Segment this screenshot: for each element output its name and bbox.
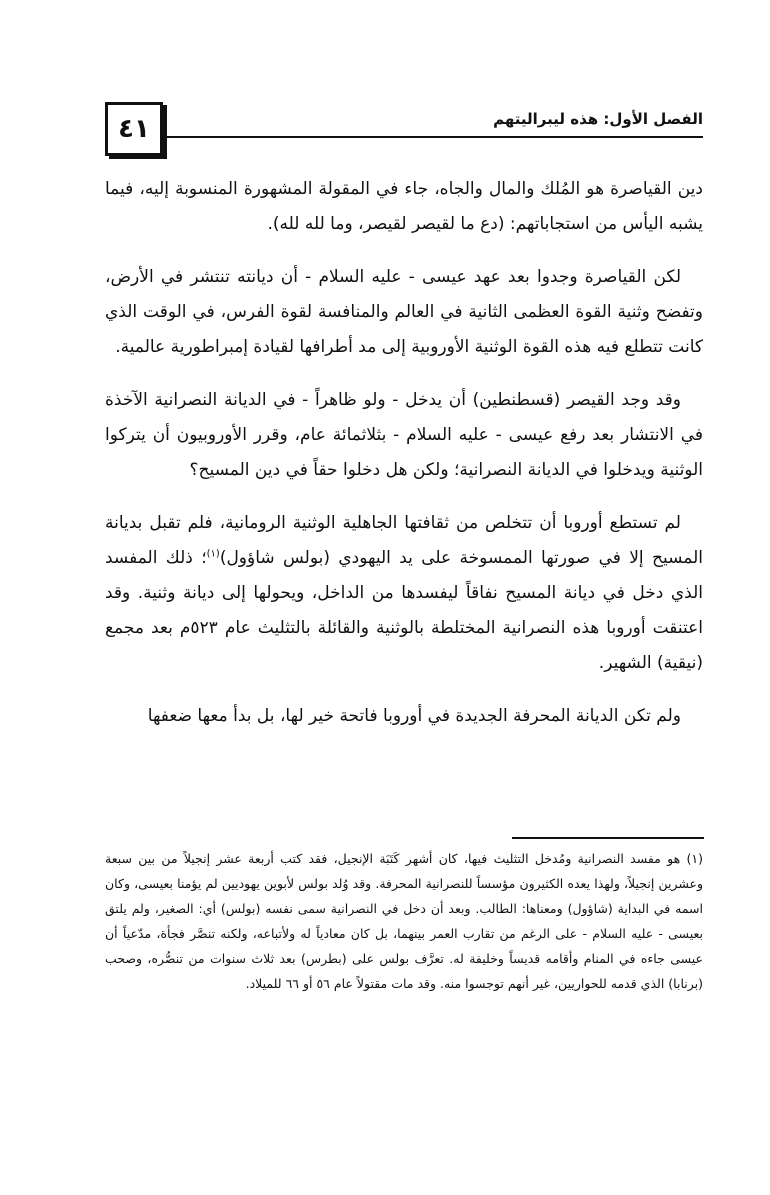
footnote-reference: (١) — [206, 548, 220, 560]
chapter-title: الفصل الأول: هذه ليبراليتهم — [493, 110, 703, 128]
page-header — [105, 96, 703, 160]
footnote-divider — [512, 837, 704, 839]
page-number: ٤١ — [105, 102, 163, 156]
paragraph: وقد وجد القيصر (قسطنطين) أن يدخل - ولو ظاهراً - في الديانة النصرانية الآخذة في الانتشار بعد رفع عيسى - عليه السلام - بثلاثمائة عام، وقرر الأوروبيون أن يتركوا الوثنية ويدخلوا في الديانة النصرانية؛ ولكن هل دخلوا حقاً في دين المسيح؟ — [105, 390, 703, 480]
footnote: (١) هو مفسد النصرانية ومُدخل التثليث فيها، كان أشهر كَتَبَة الإنجيل، فقد كتب أربعة عشر إنجيلاً من بين سبعة وعشرين إنجيلاً، ولهذا يعده الكثيرون مؤسساً للنصرانية المحرفة. وقد وُلد بولس لأبوين يهوديين لم يؤمنا بعيسى، وكان اسمه في البداية (شاؤول) ومعناها: الطالب. وبعد أن دخل في النصرانية سمى نفسه (بولس) أي: الصغير، ولم يلتق بعيسى - عليه السلام - على الرغم من تقارب العمر بينهما، بل كان معادياً له ولأتباعه، ولكنه تنصَّر فجأة، مدّعياً أن عيسى جاءه في المنام وأقامه قديساً وخليفة له. تعرَّف بولس على (بطرس) بعد ثلاث سنوات من تنصُّره، وصحب (برنابا) الذي قدمه للحواريين، غير أنهم توجسوا منه. وقد مات مقتولاً عام ٥٦ أو ٦٦ للميلاد. — [105, 851, 703, 991]
paragraph-text: لم تستطع أوروبا أن تتخلص من ثقافتها الجاهلية الوثنية الرومانية، فلم تقبل بديانة المسيح إلا في صورتها الممسوخة على يد اليهودي (بولس شاؤول) — [105, 513, 703, 568]
paragraph: دين القياصرة هو المُلك والمال والجاه، جاء في المقولة المشهورة المنسوبة إليه، فيما يشبه اليأس من استجاباتهم: (دع ما لقيصر لقيصر، وما لله لله). — [105, 179, 703, 234]
paragraph — [105, 506, 703, 681]
header-rule — [163, 136, 703, 138]
paragraph: لكن القياصرة وجدوا بعد عهد عيسى - عليه السلام - أن ديانته تنتشر في الأرض، وتفضح وثنية القوة العظمى الثانية في العالم والمنافسة لقوة الفرس، في الوقت الذي كانت تتطلع فيه هذه القوة الوثنية الأوروبية إلى مد أطرافها لقيادة إمبراطورية عالمية. — [105, 267, 703, 357]
paragraph: ولم تكن الديانة المحرفة الجديدة في أوروبا فاتحة خير لها، بل بدأ معها ضعفها — [147, 706, 681, 726]
paragraph-text-continued: ؛ ذلك المفسد الذي دخل في ديانة المسيح نفاقاً ليفسدها من الداخل، ويحولها إلى ديانة وثنية. وقد اعتنقت أوروبا هذه النصرانية المختلطة بالوثنية والقائلة بالتثليث عام ٥٢٣م بعد مجمع (نيقية) الشهير. — [105, 548, 703, 673]
body-text — [105, 172, 703, 734]
